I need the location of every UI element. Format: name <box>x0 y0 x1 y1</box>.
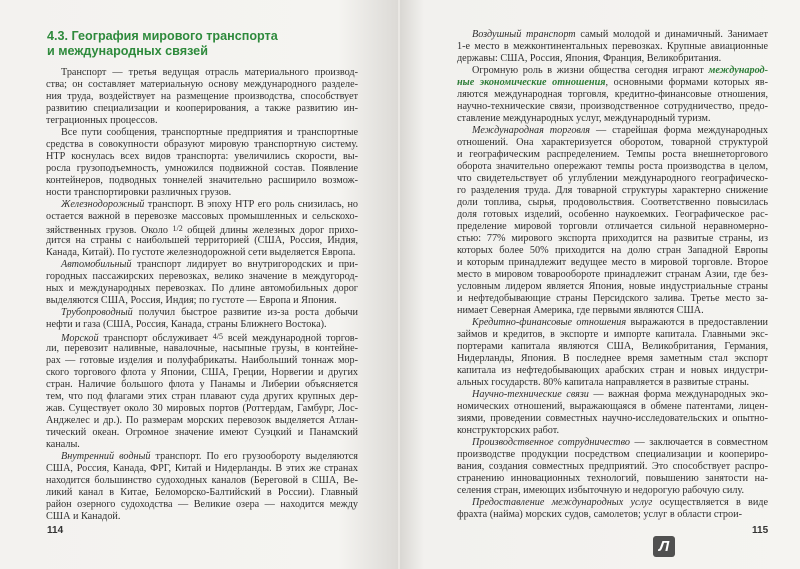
text-line <box>457 269 768 281</box>
text-segment: отношений. Она характеризуется оборотом, товарной структурой <box>457 137 768 148</box>
text-line <box>46 283 358 295</box>
text-segment: Нидерланды, Япония. В последнее время заметным стал экспорт <box>457 353 768 364</box>
paragraph <box>46 67 358 127</box>
italic-term: Производственное сотрудничество <box>472 437 631 448</box>
paragraph <box>46 259 358 307</box>
publisher-logo-icon: Л <box>653 536 675 557</box>
text-segment: доли топлива, сырья, продовольствия. Соответственно повысилась <box>457 197 768 208</box>
text-line <box>46 331 358 343</box>
text-line <box>457 161 768 173</box>
text-segment: займов и кредитов, в экспорте и импорте капитала. Главными экс- <box>457 329 768 340</box>
italic-term: Внутренний водный <box>61 451 151 462</box>
text-line <box>46 487 358 499</box>
paragraph <box>457 317 768 389</box>
right-page <box>400 0 800 569</box>
text-segment: США и Канадой. <box>46 511 121 522</box>
text-segment: стью: 77% мирового экспорта приходится на развитые страны, из <box>457 233 768 244</box>
text-line <box>46 307 358 319</box>
text-line <box>46 247 358 259</box>
fraction: 4/5 <box>212 332 224 341</box>
text-segment: пределение мировой торговли отличается сильной неравномерно- <box>457 221 768 232</box>
text-segment: выражаются в предоставлении <box>626 317 769 328</box>
text-segment: странению инновационных технологий, повышению занятости на- <box>457 473 768 484</box>
text-line <box>457 137 768 149</box>
text-segment: конструкторских работ. <box>457 425 560 436</box>
text-segment: вания, создания совместных предприятий. Это способствует распро- <box>457 461 768 472</box>
text-segment: зяйственных грузов. Около <box>46 225 173 236</box>
text-line <box>46 103 358 115</box>
text-segment: оборота значительно опережают темпы роста производства в целом, <box>457 161 768 172</box>
text-segment: рах — готовые изделия и полуфабрикаты. Наибольший тоннаж мор- <box>46 355 358 366</box>
text-line <box>457 101 768 113</box>
text-line <box>46 463 358 475</box>
text-line <box>46 439 358 451</box>
text-line <box>46 511 358 523</box>
text-segment: развитию специализации и кооперирования, а также развитию ин- <box>46 103 358 114</box>
text-line <box>46 115 358 127</box>
text-line <box>46 235 358 247</box>
text-segment: транспорт. В эпоху НТР его роль снизилась, но <box>144 199 358 210</box>
text-segment: теграционных процессов. <box>46 115 158 126</box>
highlighted-term: международ- <box>708 65 768 76</box>
text-line <box>46 427 358 439</box>
paragraph <box>46 307 358 331</box>
text-line <box>46 163 358 175</box>
text-segment: средства в совокупности образуют мировую транспортную систему. <box>46 139 358 150</box>
text-segment: тем, что под флагами этих стран плавают суда других крупных дер- <box>46 391 358 402</box>
text-segment: ли, перевозит наливные, навалочные, насыпные грузы, в контейне- <box>46 343 358 354</box>
text-line <box>457 209 768 221</box>
text-segment: ния труда, воздействует на размещение производства, способствует <box>46 91 358 102</box>
text-line <box>457 89 768 101</box>
text-line <box>457 473 768 485</box>
text-segment: выделяются США, Россия, Индия; по густоте — Европа и Япония. <box>46 295 337 306</box>
text-line <box>457 293 768 305</box>
text-line <box>457 401 768 413</box>
text-line <box>46 211 358 223</box>
text-segment: ности транспортировки различных грузов. <box>46 187 232 198</box>
text-segment: осуществляется в виде <box>652 497 769 508</box>
text-line <box>457 245 768 257</box>
text-line <box>46 403 358 415</box>
text-segment: самый молодой и динамичный. Занимает <box>575 29 768 40</box>
text-line <box>457 77 768 89</box>
section-heading <box>47 29 278 59</box>
text-line <box>457 257 768 269</box>
text-segment: и географическим распределением. Темпы роста внешнеторгового <box>457 149 768 160</box>
text-segment: условным лидером является Япония, новые индустриальные страны <box>457 281 768 292</box>
italic-term: Автомобильный <box>61 259 132 270</box>
text-line <box>457 509 768 521</box>
text-segment: росла грузоподъемность, умножился подвижной состав. Появление <box>46 163 358 174</box>
text-line <box>457 449 768 461</box>
text-segment: и которым принадлежит ведущее место в мировой торговле. Второе <box>457 257 768 268</box>
text-segment: тический океан. Огромное значение имеют Суэцкий и Панамский <box>46 427 358 438</box>
italic-term: Морской <box>61 333 99 344</box>
paragraph <box>457 497 768 521</box>
text-segment: находится большинство судоходных каналов (Береговой в США, Ве- <box>46 475 358 486</box>
page-number-left: 114 <box>47 525 64 536</box>
text-line <box>46 415 358 427</box>
text-line <box>457 497 768 509</box>
text-line <box>46 451 358 463</box>
text-segment: Огромную роль в жизни общества сегодня играют <box>472 65 709 76</box>
text-line <box>46 475 358 487</box>
text-segment: селения стран, имеющих избыточную и недорогую рабочую силу. <box>457 485 745 496</box>
text-line <box>457 341 768 353</box>
text-segment: нефти и газа (США, Россия, Канада, страны Ближнего Востока). <box>46 319 327 330</box>
text-line <box>457 29 768 41</box>
text-segment: ского торгового флота у Японии, США, Греции, Норвегии и других <box>46 367 358 378</box>
text-line <box>457 41 768 53</box>
text-segment: США, Россия, Канада, ФРГ, Китай и Нидерланды. В этих же странах <box>46 463 358 474</box>
text-line <box>46 223 358 235</box>
italic-term: Железнодорожный <box>61 199 145 210</box>
text-line <box>457 125 768 137</box>
text-line <box>457 461 768 473</box>
text-line <box>46 319 358 331</box>
text-line <box>457 353 768 365</box>
text-segment: стран. Наличие большого флота у Панамы и Либерии объясняется <box>46 379 358 390</box>
text-line <box>457 233 768 245</box>
text-line <box>457 197 768 209</box>
text-line <box>46 175 358 187</box>
text-line <box>457 305 768 317</box>
text-segment: каналы. <box>46 439 80 450</box>
text-segment: ликий канал в Китае, Беломорско-Балтийский в России). Главный <box>46 487 358 498</box>
text-segment: городных пассажирских перевозках, велико значение в междугород- <box>46 271 358 282</box>
paragraph <box>457 125 768 317</box>
text-line <box>46 499 358 511</box>
paragraph <box>457 29 768 65</box>
text-line <box>457 149 768 161</box>
text-line <box>457 113 768 125</box>
text-segment: нимает Северная Америка, где первыми являются США. <box>457 305 704 316</box>
paragraph <box>457 65 768 125</box>
text-segment: — заключается в совместном <box>630 437 768 448</box>
text-line <box>457 329 768 341</box>
text-segment: которых более 50% приходится на долю стран Западной Европы <box>457 245 768 256</box>
paragraph <box>457 437 768 497</box>
section-heading-line: 4.3. География мирового транспорта <box>47 29 278 43</box>
paragraph <box>46 451 358 523</box>
text-segment: общей длины железных дорог прихо- <box>182 225 358 236</box>
text-line <box>46 379 358 391</box>
left-page-body <box>46 67 358 523</box>
page-number-right: 115 <box>752 525 769 536</box>
italic-term: Воздушный транспорт <box>472 29 576 40</box>
text-line <box>457 317 768 329</box>
text-segment: го разделения труда. Для товарной структуры характерно снижение <box>457 185 768 196</box>
text-segment: получил быстрое развитие из-за роста добычи <box>132 307 358 318</box>
text-line <box>46 127 358 139</box>
fraction: 1/2 <box>172 224 183 233</box>
text-line <box>457 377 768 389</box>
text-segment: остается важной в перевозке массовых промышленных и сельскохо- <box>46 211 358 222</box>
italic-term: Кредитно-финансовые отношения <box>472 317 627 328</box>
text-line <box>46 139 358 151</box>
text-line <box>46 391 358 403</box>
paragraph <box>46 331 358 451</box>
text-line <box>46 343 358 355</box>
text-line <box>457 185 768 197</box>
paragraph <box>457 389 768 437</box>
text-line <box>457 425 768 437</box>
text-segment: Все пути сообщения, транспортные предприятия и транспортные <box>61 127 358 138</box>
text-line <box>457 389 768 401</box>
text-segment: дится на страны с наибольшей территорией (США, Россия, Индия, <box>46 235 358 246</box>
italic-term: Научно-технические связи <box>472 389 589 400</box>
text-line <box>457 65 768 77</box>
text-segment: что свидетельствует об углублении международного географическо- <box>457 173 768 184</box>
text-segment: ляются международная торговля, кредитно-финансовые отношения, <box>457 89 768 100</box>
text-segment: Анджелес и др.). По размерам морских перевозок выделяется Атлан- <box>46 415 358 426</box>
text-segment: производстве продукции посредством специализации и коопериро- <box>457 449 768 460</box>
text-line <box>457 413 768 425</box>
text-line <box>46 199 358 211</box>
italic-term: Предоставление международных услуг <box>472 497 653 508</box>
italic-term: Трубопроводный <box>61 307 133 318</box>
text-line <box>457 221 768 233</box>
text-segment: район озерного судоходства — Великие озера — находится между <box>46 499 358 510</box>
text-segment: капитала из нефтедобывающих арабских стран и новых индустри- <box>457 365 768 376</box>
text-segment: — старейшая форма международных <box>590 125 769 136</box>
text-segment: Канада, Китай). По густоте железнодорожной сети выделяется Европа. <box>46 247 356 258</box>
text-segment: Транспорт — третья ведущая отрасль материального производ- <box>61 67 358 78</box>
right-page-body <box>457 29 768 521</box>
paragraph <box>46 199 358 259</box>
text-segment: всей международной торгов- <box>223 333 358 344</box>
text-segment: место в мировом товарообороте принадлежит странам Азии, где без- <box>457 269 768 280</box>
text-segment: фрахта (найма) морских судов, самолетов; услуг в области строи- <box>457 509 742 520</box>
text-segment: транспорт. По его грузообороту выделяются <box>150 451 358 462</box>
text-line <box>457 173 768 185</box>
text-line <box>46 295 358 307</box>
text-segment: контейнеров, подводных тоннелей значительно расширило возмож- <box>46 175 358 186</box>
text-line <box>46 187 358 199</box>
text-line <box>457 281 768 293</box>
text-line <box>457 485 768 497</box>
text-segment: номических отношений, выражающаяся в обмене патентами, лицен- <box>457 401 768 412</box>
text-line <box>46 67 358 79</box>
text-line <box>46 79 358 91</box>
text-segment: ставление международных услуг, международный туризм. <box>457 113 711 124</box>
text-segment: жав. Существует около 30 мировых портов (Роттердам, Гамбург, Лос- <box>46 403 358 414</box>
text-segment: 1-е место в межконтинентальных перевозках. Крупные авиационные <box>457 41 768 52</box>
text-segment: транспорт обслуживает <box>98 333 213 344</box>
text-line <box>46 151 358 163</box>
text-line <box>46 367 358 379</box>
text-line <box>46 355 358 367</box>
text-segment: портерами капитала являются США, Великобритания, Германия, <box>457 341 768 352</box>
text-line <box>457 365 768 377</box>
text-segment: научно-технические связи, производственное сотрудничество, предо- <box>457 101 768 112</box>
text-segment: и нефтедобывающие страны Персидского залива. Третье место за- <box>457 293 768 304</box>
text-segment: доля готовых изделий, особенно наукоемких. Географическое рас- <box>457 209 768 220</box>
left-page <box>0 0 398 569</box>
text-line <box>46 91 358 103</box>
section-heading-line: и международных связей <box>47 44 208 58</box>
paragraph <box>46 127 358 199</box>
text-segment: транспорт лидирует во внутригородских и при- <box>131 259 358 270</box>
text-segment: ных и международных перевозках. По длине автомобильных дорог <box>46 283 358 294</box>
text-line <box>46 271 358 283</box>
text-segment: , основными формами которых яв- <box>605 77 768 88</box>
text-line <box>46 259 358 271</box>
italic-term: Международная торговля <box>472 125 591 136</box>
text-segment: НТР коснулась всех видов транспорта: увеличились скорости, вы- <box>46 151 358 162</box>
highlighted-term: ные экономические отношения <box>457 77 606 88</box>
text-line <box>457 53 768 65</box>
text-segment: альных государств. 80% капитала направляется в развитые страны. <box>457 377 750 388</box>
text-segment: державы: США, Россия, Япония, Франция, Великобритания. <box>457 53 722 64</box>
text-line <box>457 437 768 449</box>
text-segment: ства; он составляет материальную основу международного разделе- <box>46 79 358 90</box>
text-segment: — важная форма международных эко- <box>588 389 768 400</box>
text-segment: зиями, проведении совместных научно-исследовательских и опытно- <box>457 413 768 424</box>
